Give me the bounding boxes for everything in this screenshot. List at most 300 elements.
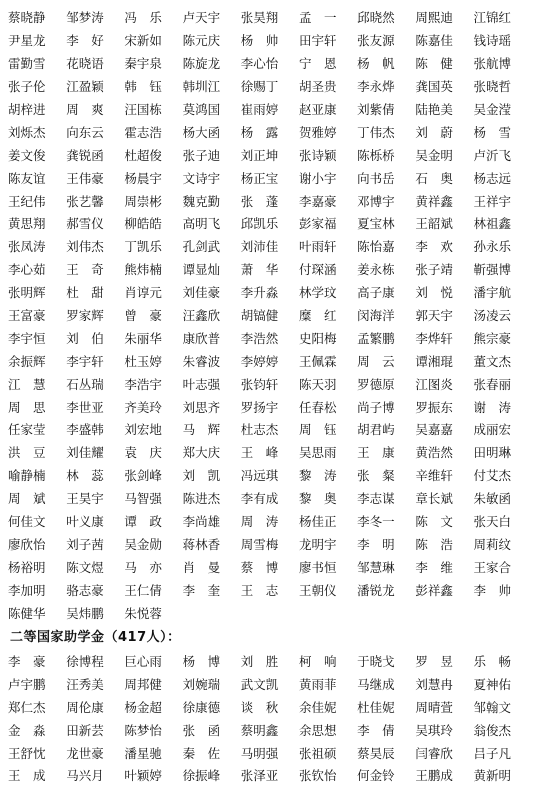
student-name: 张子伦 <box>8 79 46 95</box>
name-row <box>8 52 532 75</box>
student-name: 丁凯乐 <box>124 239 162 255</box>
student-name: 章长斌 <box>415 491 453 507</box>
student-name: 陆艳美 <box>415 102 453 117</box>
student-name: 张子靖 <box>415 262 453 278</box>
student-name: 洪 豆 <box>8 445 46 461</box>
student-name: 马明强 <box>240 745 279 761</box>
student-name: 郑仁杰 <box>8 699 46 715</box>
student-name: 王昊宇 <box>66 491 104 507</box>
student-name: 付琛涵 <box>298 262 337 278</box>
student-name: 柯 响 <box>298 654 337 670</box>
student-name: 齐美玲 <box>124 399 162 415</box>
student-name: 杨佳正 <box>298 514 337 530</box>
name-row <box>8 673 532 696</box>
section-heading-second-class: 二等国家助学金（417人）： <box>10 630 181 645</box>
student-name: 汤凌云 <box>473 308 512 324</box>
student-name: 李 倩 <box>357 722 395 738</box>
student-name: 江盈颖 <box>66 79 104 95</box>
student-name: 李心怡 <box>240 56 279 72</box>
name-row <box>8 395 532 418</box>
student-name: 糜 红 <box>298 308 337 324</box>
name-row <box>8 143 532 166</box>
student-name: 王仁倩 <box>124 582 162 598</box>
student-name: 张子迪 <box>182 147 221 163</box>
student-name: 叶义康 <box>66 514 104 530</box>
student-name: 陈健华 <box>8 605 46 621</box>
student-name: 熊炜楠 <box>124 262 162 278</box>
student-name: 王 峰 <box>240 445 279 461</box>
student-name: 罗家辉 <box>66 308 104 324</box>
student-name: 陈怡嘉 <box>357 239 395 255</box>
student-name: 张春丽 <box>473 376 512 392</box>
student-name: 刘思齐 <box>182 399 221 415</box>
student-name: 刘紫倩 <box>357 102 395 117</box>
student-name: 黄思翔 <box>8 216 46 232</box>
student-name: 肖 曼 <box>182 559 221 575</box>
student-name: 江 慧 <box>8 376 46 392</box>
student-name: 辛维轩 <box>415 468 453 484</box>
student-name: 付艾杰 <box>473 468 512 484</box>
name-row <box>8 418 532 441</box>
student-name: 李冬一 <box>357 514 395 530</box>
student-name: 胡圣贵 <box>298 79 337 95</box>
student-name: 吴琪玲 <box>415 722 453 738</box>
student-name: 雷勤雪 <box>8 56 46 72</box>
student-name: 刘 凯 <box>182 468 221 484</box>
student-name: 邱晓然 <box>357 10 395 26</box>
student-name: 孙永乐 <box>473 239 512 255</box>
student-name: 李浩宇 <box>124 376 162 392</box>
name-row <box>8 532 532 555</box>
name-row <box>8 349 532 372</box>
student-name: 蔡明鑫 <box>240 722 279 738</box>
student-name: 石 奥 <box>415 170 453 186</box>
student-name: 于晓戈 <box>357 654 395 670</box>
student-name: 李 奎 <box>182 582 221 598</box>
name-row <box>8 441 532 464</box>
student-name: 周 钰 <box>298 422 337 438</box>
student-name: 龚锐函 <box>66 147 104 163</box>
student-name: 余振辉 <box>8 353 46 369</box>
student-name: 龙世豪 <box>66 745 104 761</box>
student-name: 杜超俊 <box>124 147 162 163</box>
student-name: 陈栎桥 <box>357 147 395 163</box>
student-name: 尚子博 <box>357 399 395 415</box>
student-name: 张航博 <box>473 56 512 72</box>
student-name: 吴金明 <box>415 147 453 163</box>
student-name: 罗 昱 <box>415 654 453 670</box>
student-name: 李 维 <box>415 559 453 575</box>
student-name: 冯远琪 <box>240 468 279 484</box>
student-name: 潘宇航 <box>473 285 512 301</box>
student-name: 吴嘉嘉 <box>415 422 453 438</box>
student-name: 杜志杰 <box>240 422 279 438</box>
student-name: 乐 畅 <box>473 654 512 670</box>
student-name: 陈 文 <box>415 514 453 530</box>
student-name: 陈 健 <box>415 56 453 72</box>
student-name: 韩圳江 <box>182 79 221 95</box>
student-name: 周 斌 <box>8 491 46 507</box>
student-name: 周熙迪 <box>415 10 453 26</box>
student-name: 邹翰文 <box>473 699 512 715</box>
name-row <box>8 555 532 578</box>
student-name: 李嘉豪 <box>298 193 337 209</box>
student-name: 王纪伟 <box>8 193 46 209</box>
name-row <box>8 75 532 98</box>
student-name: 朱睿波 <box>182 353 221 369</box>
student-name: 徐振峰 <box>182 768 221 784</box>
student-name: 张剑峰 <box>124 468 162 484</box>
name-row <box>8 6 532 29</box>
student-name: 陈进杰 <box>182 491 221 507</box>
student-name: 张晓哲 <box>473 79 512 95</box>
student-name: 罗德原 <box>357 376 395 392</box>
name-row <box>8 372 532 395</box>
student-name: 何金铃 <box>357 768 395 784</box>
student-name: 林 蕊 <box>66 468 104 484</box>
student-name: 张昊翔 <box>240 10 279 26</box>
student-name: 吴炜鹏 <box>66 605 104 621</box>
student-name: 袁 庆 <box>124 445 162 461</box>
student-name: 闫睿欣 <box>415 745 453 761</box>
student-name: 田新芸 <box>66 722 104 738</box>
student-name: 蔡昊辰 <box>357 745 395 761</box>
name-row <box>8 510 532 533</box>
student-name: 黄雨菲 <box>298 677 337 693</box>
student-name: 李尚雄 <box>182 514 221 530</box>
student-name: 卢沂飞 <box>473 147 512 163</box>
student-name: 冯 乐 <box>124 10 162 26</box>
student-name: 林祖鑫 <box>473 216 512 232</box>
student-name: 潘星驰 <box>124 745 162 761</box>
student-name: 李有成 <box>240 491 279 507</box>
student-name: 张泽亚 <box>240 768 279 784</box>
student-name: 彭家福 <box>298 216 337 232</box>
student-name: 卢宇鹏 <box>8 677 46 693</box>
student-name: 肖谆元 <box>124 285 162 301</box>
student-name: 李 豪 <box>8 654 46 670</box>
student-name: 莫鸿国 <box>182 102 221 117</box>
student-name: 邹慧琳 <box>357 559 395 575</box>
student-name: 胡镐健 <box>240 308 279 324</box>
student-name: 曾 豪 <box>124 308 162 324</box>
student-name: 史阳梅 <box>298 330 337 346</box>
student-name: 刘子茜 <box>66 536 104 552</box>
name-row <box>8 578 532 601</box>
student-name: 李盛韩 <box>66 422 104 438</box>
student-name: 杨正宝 <box>240 170 279 186</box>
student-name: 江锦红 <box>473 10 512 26</box>
student-name: 王家合 <box>473 559 512 575</box>
student-name: 张钦怡 <box>298 768 337 784</box>
student-name: 陈旋龙 <box>182 56 221 72</box>
student-name: 田宇轩 <box>298 33 337 49</box>
student-name: 朱敏函 <box>473 491 512 507</box>
student-name: 张 蓬 <box>240 193 279 209</box>
student-name: 宁 恩 <box>298 56 337 72</box>
student-name: 王祥宇 <box>473 193 512 209</box>
student-name: 李宇轩 <box>66 353 104 369</box>
student-name: 张 函 <box>182 722 221 738</box>
student-name: 陈天羽 <box>298 376 337 392</box>
student-name: 贺雅婷 <box>298 124 337 140</box>
student-name: 杜佳妮 <box>357 699 395 715</box>
student-name: 彭祥鑫 <box>415 582 453 598</box>
student-name: 杜 甜 <box>66 285 104 301</box>
student-name: 陈文煜 <box>66 559 104 575</box>
student-name: 陈梦怡 <box>124 722 162 738</box>
student-name: 周 爽 <box>66 102 104 117</box>
name-row <box>8 764 532 787</box>
student-name: 孔剑武 <box>182 239 221 255</box>
student-name: 任春松 <box>298 399 337 415</box>
name-row <box>8 29 532 52</box>
student-name: 周伦康 <box>66 699 104 715</box>
student-name: 王 成 <box>8 768 46 784</box>
student-name: 黄浩然 <box>415 445 453 461</box>
student-name: 刘慧冉 <box>415 677 453 693</box>
student-name: 高明飞 <box>182 216 221 232</box>
student-name: 朱丽华 <box>124 330 162 346</box>
student-name: 江图炎 <box>415 376 453 392</box>
student-name: 叶颖婷 <box>124 768 162 784</box>
student-name: 刘沛佳 <box>240 239 279 255</box>
student-name: 王朝仪 <box>298 582 337 598</box>
student-name: 张 粲 <box>357 468 395 484</box>
student-name: 邓博宇 <box>357 193 395 209</box>
student-name: 杨裕明 <box>8 559 46 575</box>
student-name: 花晓语 <box>66 56 104 72</box>
student-name: 杨 帅 <box>240 33 279 49</box>
name-row <box>8 98 532 121</box>
student-name: 李 好 <box>66 33 104 49</box>
student-name: 陈 浩 <box>415 536 453 552</box>
student-name: 谭 政 <box>124 514 162 530</box>
student-name: 廖欣怡 <box>8 536 46 552</box>
student-name: 刘 蔚 <box>415 124 453 140</box>
student-name: 谭湘琨 <box>415 353 453 369</box>
student-name: 翁俊杰 <box>473 722 512 738</box>
student-name: 李升淼 <box>240 285 279 301</box>
student-name: 杨志远 <box>473 170 512 186</box>
student-name: 叶雨轩 <box>298 239 337 255</box>
student-name: 李 欢 <box>415 239 453 255</box>
student-name: 夏神佑 <box>473 677 512 693</box>
student-name: 李 帅 <box>473 582 512 598</box>
student-name: 刘 悦 <box>415 285 453 301</box>
student-name: 龙明宇 <box>298 536 337 552</box>
student-name: 胡梓进 <box>8 102 46 117</box>
name-row <box>8 120 532 143</box>
student-name: 姜永栋 <box>357 262 395 278</box>
student-name: 张友源 <box>357 33 395 49</box>
student-name: 马 亦 <box>124 559 162 575</box>
student-name: 杨 帆 <box>357 56 395 72</box>
student-name: 巨心雨 <box>124 654 162 670</box>
name-list-section2 <box>8 650 532 787</box>
student-name: 李烨轩 <box>415 330 453 346</box>
student-name: 杨晨宇 <box>124 170 162 186</box>
student-name: 马智强 <box>124 491 162 507</box>
student-name: 李志谋 <box>357 491 395 507</box>
student-name: 金 淼 <box>8 722 46 738</box>
student-name: 喻静楠 <box>8 468 46 484</box>
name-row <box>8 487 532 510</box>
student-name: 杨大函 <box>182 124 221 140</box>
student-name: 蔡 博 <box>240 559 279 575</box>
student-name: 杨 雪 <box>473 124 512 140</box>
student-name: 罗扬宇 <box>240 399 279 415</box>
student-name: 陈元庆 <box>182 33 221 49</box>
student-name: 邹梦涛 <box>66 10 104 26</box>
student-name: 刘伟杰 <box>66 239 104 255</box>
student-name: 张钧轩 <box>240 376 279 392</box>
student-name: 杨金超 <box>124 699 162 715</box>
name-row <box>8 464 532 487</box>
student-name: 王韶斌 <box>415 216 453 232</box>
student-name: 周莉纹 <box>473 536 512 552</box>
student-name: 李宇恒 <box>8 330 46 346</box>
student-name: 王 志 <box>240 582 279 598</box>
student-name: 赵亚康 <box>298 102 337 117</box>
student-name: 秦 佐 <box>182 745 221 761</box>
student-name: 石丛瑞 <box>66 376 104 392</box>
name-row <box>8 235 532 258</box>
student-name: 徐博程 <box>66 654 104 670</box>
student-name: 何佳文 <box>8 514 46 530</box>
student-name: 宋新如 <box>124 33 162 49</box>
student-name: 孟繁鹏 <box>357 330 395 346</box>
name-row <box>8 212 532 235</box>
student-name: 刘佳耀 <box>66 445 104 461</box>
student-name: 张明辉 <box>8 285 46 301</box>
student-name: 杨 博 <box>182 654 221 670</box>
student-name: 王佩霖 <box>298 353 337 369</box>
student-name: 闵海洋 <box>357 308 395 324</box>
student-name: 吴金滢 <box>473 102 512 117</box>
student-name: 李加明 <box>8 582 46 598</box>
student-name: 骆志豪 <box>66 582 104 598</box>
student-name: 崔雨婷 <box>240 102 279 117</box>
student-name: 韩 钰 <box>124 79 162 95</box>
student-name: 姜文俊 <box>8 147 46 163</box>
student-name: 刘 伯 <box>66 330 104 346</box>
student-name: 黎 奥 <box>298 491 337 507</box>
student-name: 黄祥鑫 <box>415 193 453 209</box>
student-name: 萧 华 <box>240 262 279 278</box>
student-name: 陈友谊 <box>8 170 46 186</box>
student-name: 周晴萱 <box>415 699 453 715</box>
student-name: 周崇彬 <box>124 193 162 209</box>
name-row <box>8 258 532 281</box>
student-name: 郭天宇 <box>415 308 453 324</box>
student-name: 任家莹 <box>8 422 46 438</box>
student-name: 刘烁杰 <box>8 124 46 140</box>
student-name: 张诗颖 <box>298 147 337 163</box>
student-name: 董文杰 <box>473 353 512 369</box>
student-name: 杜玉婷 <box>124 353 162 369</box>
student-name: 周邦健 <box>124 677 162 693</box>
student-name: 李婷婷 <box>240 353 279 369</box>
student-name: 柳皓皓 <box>124 216 162 232</box>
student-name: 周 涛 <box>240 514 279 530</box>
student-name: 谭显灿 <box>182 262 221 278</box>
student-name: 刘佳豪 <box>182 285 221 301</box>
student-name: 汪秀美 <box>66 677 104 693</box>
student-name: 胡君屿 <box>357 422 395 438</box>
student-name: 田明琳 <box>473 445 512 461</box>
student-name: 张祖硕 <box>298 745 337 761</box>
student-name: 马兴月 <box>66 768 104 784</box>
student-name: 蔡晓静 <box>8 10 46 26</box>
student-name: 刘 胜 <box>240 654 279 670</box>
student-name: 周雪梅 <box>240 536 279 552</box>
student-name: 王 康 <box>357 445 395 461</box>
student-name: 刘宏地 <box>124 422 162 438</box>
student-name: 秦宇泉 <box>124 56 162 72</box>
student-name: 王富豪 <box>8 308 46 324</box>
name-row <box>8 741 532 764</box>
student-name: 霍志浩 <box>124 124 162 140</box>
name-row <box>8 304 532 327</box>
student-name: 黎 涛 <box>298 468 337 484</box>
student-name: 丁伟杰 <box>357 124 395 140</box>
student-name: 朱悦蓉 <box>124 605 162 621</box>
student-name: 廖书恒 <box>298 559 337 575</box>
name-row <box>8 696 532 719</box>
student-name: 王鹏成 <box>415 768 453 784</box>
name-row <box>8 189 532 212</box>
student-name: 谢小宇 <box>298 170 337 186</box>
name-row <box>8 650 532 673</box>
student-name: 吕子凡 <box>473 745 512 761</box>
student-name: 邱凯乐 <box>240 216 279 232</box>
student-name: 王舒忱 <box>8 745 46 761</box>
student-name: 黄新明 <box>473 768 512 784</box>
student-name: 钱诗瑶 <box>473 33 512 49</box>
name-list-section1 <box>8 6 532 624</box>
student-name: 汪国栋 <box>124 102 162 117</box>
student-name: 汪鑫欣 <box>182 308 221 324</box>
student-name: 张天白 <box>473 514 512 530</box>
student-name: 成丽宏 <box>473 422 512 438</box>
student-name: 潘锐龙 <box>357 582 395 598</box>
student-name: 杨 露 <box>240 124 279 140</box>
student-name: 余佳妮 <box>298 699 337 715</box>
student-name: 刘正坤 <box>240 147 279 163</box>
student-name: 周 云 <box>357 353 395 369</box>
student-name: 蒋林香 <box>182 536 221 552</box>
student-name: 靳强博 <box>473 262 512 278</box>
student-name: 李心茹 <box>8 262 46 278</box>
student-name: 谈 秋 <box>240 699 279 715</box>
student-name: 龚国英 <box>415 79 453 95</box>
student-name: 王 奇 <box>66 262 104 278</box>
student-name: 李永烨 <box>357 79 395 95</box>
student-name: 高子康 <box>357 285 395 301</box>
name-row <box>8 166 532 189</box>
name-row <box>8 326 532 349</box>
student-name: 康欣普 <box>182 330 221 346</box>
student-name: 罗振东 <box>415 399 453 415</box>
student-name: 谢 涛 <box>473 399 512 415</box>
student-name: 李世亚 <box>66 399 104 415</box>
student-name: 吴金勋 <box>124 536 162 552</box>
student-name: 卢天宇 <box>182 10 221 26</box>
student-name: 吴思雨 <box>298 445 337 461</box>
student-name: 马 辉 <box>182 422 221 438</box>
student-name: 熊宗豪 <box>473 330 512 346</box>
